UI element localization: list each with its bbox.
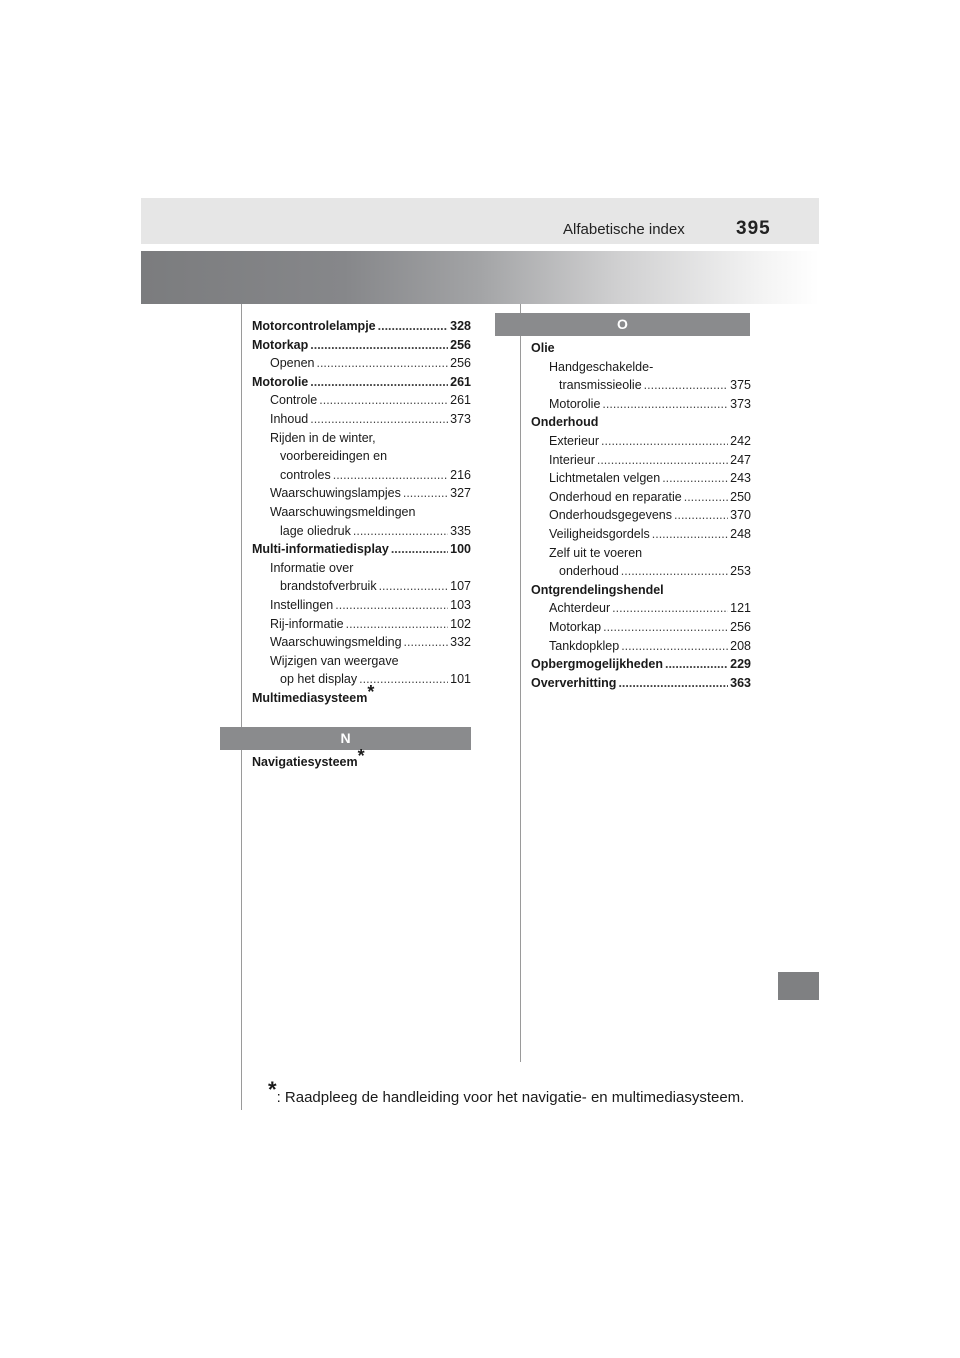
index-entry[interactable]: Motorolie ..... 261 <box>252 373 471 392</box>
index-subentry[interactable]: transmissieolie ..... 375 <box>531 376 751 395</box>
index-entry[interactable]: Multi-informatiedisplay ..... 100 <box>252 540 471 559</box>
chapter-gradient-band <box>141 251 819 304</box>
index-entry[interactable]: Motorkap ..... 256 <box>252 336 471 355</box>
index-subentry[interactable]: lage oliedruk ..... 335 <box>252 522 471 541</box>
index-subentry[interactable]: Onderhoud en reparatie ..... 250 <box>531 488 751 507</box>
index-subentry[interactable]: Waarschuwingsmelding ..... 332 <box>252 633 471 652</box>
column-divider-rule <box>520 304 521 1062</box>
index-subentry[interactable]: Motorkap ..... 256 <box>531 618 751 637</box>
index-entry[interactable]: Oververhitting ..... 363 <box>531 674 751 693</box>
index-subentry[interactable]: onderhoud ..... 253 <box>531 562 751 581</box>
index-subentry[interactable]: Rij-informatie ..... 102 <box>252 615 471 634</box>
footnote-marker: * <box>268 1077 277 1102</box>
index-subentry[interactable]: brandstofverbruik ..... 107 <box>252 577 471 596</box>
index-entry[interactable]: Olie <box>531 341 555 355</box>
index-subentry[interactable]: Lichtmetalen velgen ..... 243 <box>531 469 751 488</box>
letter-header-o: O <box>495 313 750 336</box>
index-subentry[interactable]: op het display ..... 101 <box>252 670 471 689</box>
footnote <box>268 1077 745 1106</box>
index-entry[interactable]: Opbergmogelijkheden ..... 229 <box>531 655 751 674</box>
index-subentry[interactable]: Exterieur ..... 242 <box>531 432 751 451</box>
index-entry[interactable]: Ontgrendelingshendel <box>531 582 664 597</box>
index-subentry-line: Zelf uit te voeren <box>549 545 643 560</box>
index-subentry[interactable]: Achterdeur ..... 121 <box>531 599 751 618</box>
index-subentry[interactable]: controles ..... 216 <box>252 466 471 485</box>
footnote-text: : Raadpleeg de handleiding voor het navigatie- en multimediasysteem. <box>276 1089 745 1106</box>
index-subentry[interactable]: Tankdopklep ..... 208 <box>531 637 751 656</box>
footnote-marker: * <box>357 746 365 766</box>
footnote-marker: * <box>367 681 375 702</box>
page-number: 395 <box>736 218 771 239</box>
section-title: Alfabetische index <box>563 221 685 238</box>
letter-header-n: N <box>220 727 471 750</box>
index-subentry[interactable]: Controle ..... 261 <box>252 391 471 410</box>
index-subentry-line: Handgeschakelde- <box>549 359 654 374</box>
index-subentry[interactable]: Onderhoudsgegevens ..... 370 <box>531 506 751 525</box>
header-bar <box>141 198 819 244</box>
index-subentry-line: Informatie over <box>270 560 354 575</box>
index-entry[interactable]: Multimediasysteem* <box>252 681 375 705</box>
index-column-left <box>252 317 471 707</box>
index-entry[interactable]: Navigatiesysteem* <box>252 746 365 769</box>
index-subentry-line: Wijzigen van weergave <box>270 653 399 668</box>
index-subentry[interactable]: Motorolie ..... 373 <box>531 395 751 414</box>
index-subentry[interactable]: Veiligheidsgordels ..... 248 <box>531 525 751 544</box>
index-entry[interactable]: Onderhoud <box>531 415 599 430</box>
index-column-right <box>531 339 751 692</box>
index-column-left-n <box>252 746 471 772</box>
index-subentry-line: Rijden in de winter, <box>270 430 376 445</box>
index-subentry[interactable]: Openen ..... 256 <box>252 354 471 373</box>
index-entry[interactable]: Motorcontrolelampje ..... 328 <box>252 317 471 336</box>
index-subentry-line: voorbereidingen en <box>280 449 388 464</box>
chapter-side-tab[interactable] <box>778 972 819 1000</box>
index-subentry[interactable]: Interieur ..... 247 <box>531 451 751 470</box>
index-subentry[interactable]: Instellingen ..... 103 <box>252 596 471 615</box>
index-subentry[interactable]: Inhoud ..... 373 <box>252 410 471 429</box>
index-subentry-line: Waarschuwingsmeldingen <box>270 504 416 519</box>
left-margin-rule <box>241 304 242 1110</box>
index-subentry[interactable]: Waarschuwingslampjes ..... 327 <box>252 484 471 503</box>
